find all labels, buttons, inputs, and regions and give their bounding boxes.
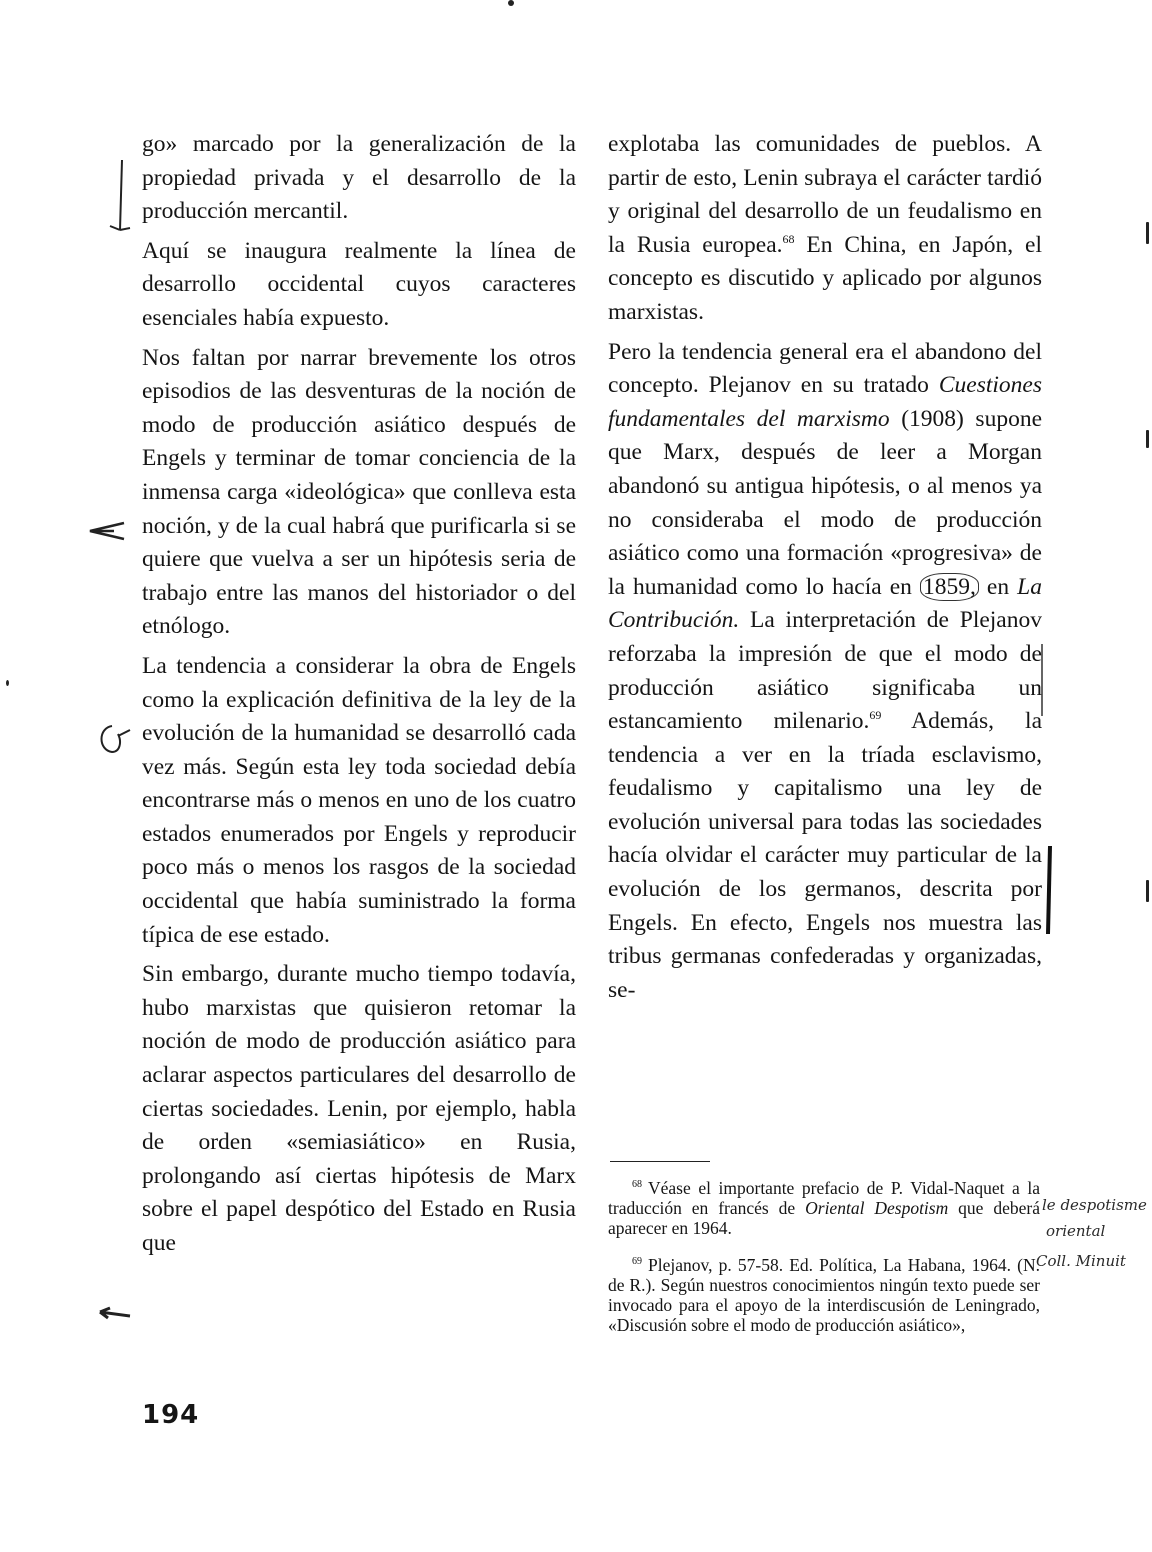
handwritten-note-2: oriental [1046,1222,1106,1240]
work-title: Cuestiones fundamentales del marxismo [608,372,1042,432]
footnote-divider [610,1161,710,1162]
paragraph-5: Sin embargo, durante mucho tiempo todavía, hubo marxistas que quisieron retomar la noción de modo de producción asiático para aclarar aspectos particulares del desarrollo de ciertas sociedades. Lenin, por ejemplo, habla de orden «semiasiático» en Rusia, prolongando así ciertas hipótesis de Marx sobre el papel despótico del Estado en Rusia que [142,961,576,1256]
footnote-ref-69[interactable]: 69 [869,708,882,723]
paragraph-4: La tendencia a considerar la obra de Engels como la explicación definitiva de la ley de la evolución de la humanidad se desarrolló cada vez más. Según esta ley toda sociedad debía encontrarse más o menos en uno de los cuatro estados enumerados por Engels y reproducir poco más o menos los rasgos de la sociedad occidental que había suministrado la forma típica de ese estado. [142,652,576,948]
footnote-69: $^{69}$ Plejanov, p. 57-58. Ed. Política, La Habana, 1964. (N. de R.). Según nuestros conocimientos ningún texto puede ser invocado para el apoyo de la interdiscusión de Leningrado, «Discusión sobre el modo de producción asiático», [608,1255,1040,1335]
footnote-ref-68[interactable]: 68 [782,231,795,246]
work-title-contribucion: La Contribución. [608,573,1042,634]
scan-speck [1146,430,1149,448]
margin-arrow-mark-1 [84,515,130,545]
paragraph-7: Pero la tendencia general era el abandono del concepto. Plejanov en su tratado Cuestiones fundamentales del marxismo (1908) supone que Marx, después de leer a Morgan abandonó su antigua hipótesis, o al menos ya no consideraba el modo de producción asiático como una formación «progresiva» de la humanidad como lo hacía en 1859, en La Contribución. La interpretación de Plejanov reforzaba la impresión de que el modo de producción asiático significaba un estancamiento milenario.$^{69}$ Además, la tendencia a ver en la tríada esclavismo, feudalismo y capitalismo una ley de evolución universal para todas las sociedades hacía olvidar el carácter muy particular de la evolución de los germanos, descrita por Engels. En efecto, Engels nos muestra las tribus germanas confederadas y organizadas, se- [608,338,1043,1003]
margin-bracket-mark [100,150,140,240]
paragraph-2: Aquí se inaugura realmente la línea de desarrollo occidental cuyos caracteres esenciales había expuesto. [142,237,576,331]
paragraph-6: explotaba las comunidades de pueblos. A partir de esto, Lenin subraya el carácter tardió y original del desarrollo de un feudalismo en la Rusia europea.$^{68}$ En China, en Japón, el concepto es discutido y aplicado por algunos marxistas. [608,131,1042,325]
paragraph-1: go» marcado por la generalización de la propiedad privada y el desarrollo de la producción mercantil. [142,131,576,225]
circled-year: 1859, [920,573,979,601]
footnote-68: $^{68}$ Véase el importante prefacio de P. Vidal-Naquet a la traducción en francés de Oriental Despotism que deberá aparecer en 1964. [608,1178,1040,1238]
right-column [608,128,1042,1013]
margin-circle-mark [94,720,134,760]
margin-line-mark-1 [1036,640,1052,720]
handwritten-note-3: Coll. Minuit [1036,1252,1126,1270]
scan-speck [1146,880,1149,902]
footnotes [608,1178,1040,1352]
scan-speck [508,0,514,6]
scan-speck [1146,222,1149,244]
paragraph-3: Nos faltan por narrar brevemente los otros episodios de las desventuras de la noción de modo de producción asiático después de Engels y terminar de tomar conciencia de la inmensa carga «ideológica» que conlleva esta noción, y de la cual habrá que purificarla si se quiere que vuelva a ser un hipótesis seria de trabajo entre las manos del historiador o del etnólogo. [142,344,576,640]
page-number: 194 [142,1400,200,1430]
margin-arrow-mark-2 [96,1302,136,1326]
handwritten-note-1: le despotisme [1042,1196,1147,1214]
left-column [142,128,576,1267]
margin-line-mark-2 [1040,840,1060,940]
scan-speck [6,680,9,686]
